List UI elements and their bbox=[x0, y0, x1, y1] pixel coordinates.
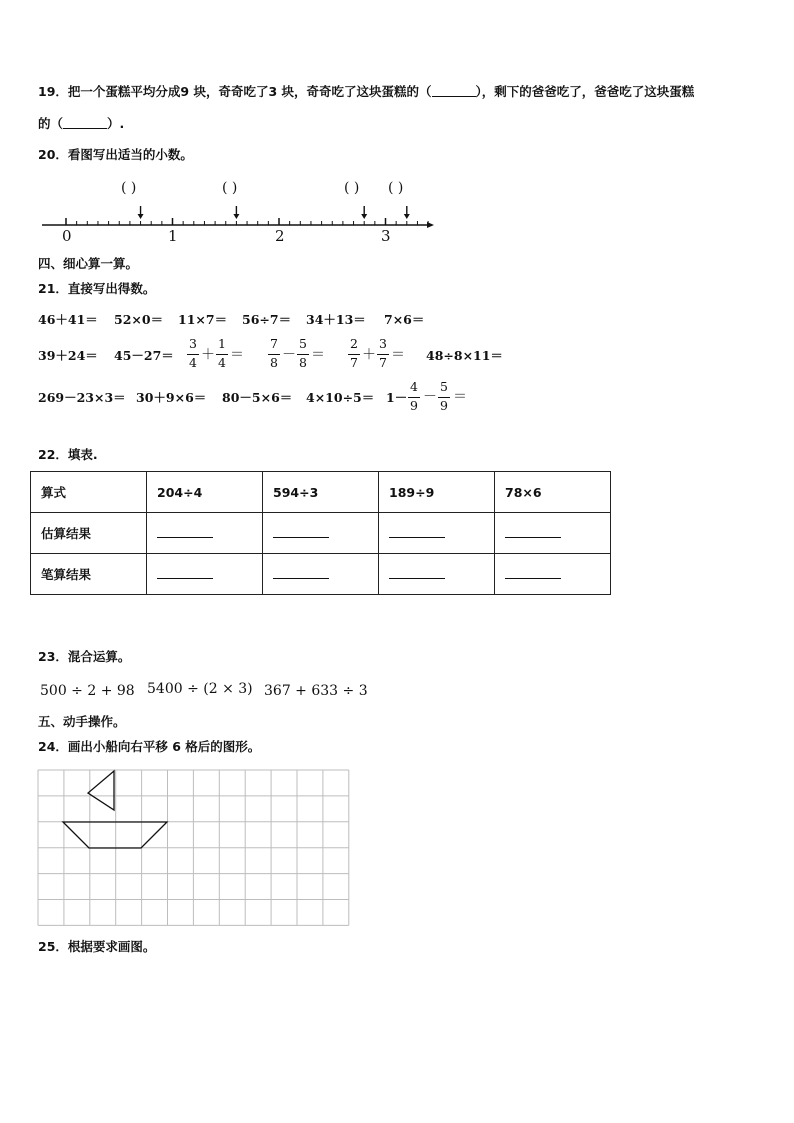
op-plus-2: ＋ bbox=[362, 347, 376, 363]
tick-label-1: 1 bbox=[168, 227, 178, 245]
q21-r1-4: 56÷7＝ bbox=[242, 312, 292, 327]
q23-prompt: 23．混合运算。 bbox=[38, 649, 131, 664]
fraction-7-8: 7 8 bbox=[268, 338, 280, 370]
q23-expr-3: 367 + 633 ÷ 3 bbox=[264, 683, 368, 699]
q21-r3-1: 269－23×3＝ bbox=[38, 390, 126, 405]
q20-bracket-1[interactable]: ( ) bbox=[121, 180, 137, 196]
answer-cell[interactable] bbox=[495, 554, 611, 595]
table-row bbox=[31, 554, 611, 595]
answer-cell[interactable] bbox=[379, 554, 495, 595]
tick-label-2: 2 bbox=[275, 227, 285, 245]
table-row bbox=[31, 472, 611, 513]
q21-r2-1: 39＋24＝ bbox=[38, 348, 98, 363]
op-eq-3: ＝ bbox=[391, 347, 405, 363]
q21-r1-1: 46＋41＝ bbox=[38, 312, 98, 327]
q20-prompt: 20．看图写出适当的小数。 bbox=[38, 147, 193, 162]
table-row bbox=[31, 513, 611, 554]
q21-prompt: 21．直接写出得数。 bbox=[38, 281, 156, 296]
op-eq-2: ＝ bbox=[311, 347, 325, 363]
fraction-4-9: 4 9 bbox=[408, 381, 420, 413]
fraction-3-7: 3 7 bbox=[377, 338, 389, 370]
q19-text-b: ），剩下的爸爸吃了，爸爸吃了这块蛋糕 bbox=[475, 84, 695, 99]
fraction-2-7: 2 7 bbox=[348, 338, 360, 370]
q22-prompt: 22．填表. bbox=[38, 447, 98, 462]
q19-answer-blank-1[interactable] bbox=[432, 86, 476, 97]
op-eq-1: ＝ bbox=[230, 347, 244, 363]
q21-r3-5: 1－ bbox=[386, 390, 408, 405]
q19-line2 bbox=[38, 118, 124, 131]
op-eq-4: ＝ bbox=[453, 389, 467, 405]
answer-cell[interactable] bbox=[147, 513, 263, 554]
fraction-1-4: 1 4 bbox=[216, 338, 228, 370]
number-line bbox=[0, 200, 794, 260]
answer-cell[interactable] bbox=[263, 513, 379, 554]
q24-prompt: 24．画出小船向右平移 6 格后的图形。 bbox=[38, 739, 261, 754]
boat-grid[interactable] bbox=[36, 768, 356, 928]
boat-sail bbox=[88, 771, 114, 810]
q19-text-d: ）. bbox=[107, 116, 125, 131]
number-line-arrowhead bbox=[427, 222, 434, 228]
q21-r1-6: 7×6＝ bbox=[384, 312, 425, 327]
answer-cell[interactable] bbox=[495, 513, 611, 554]
row-label-estimate: 估算结果 bbox=[31, 513, 147, 554]
tick-label-0: 0 bbox=[62, 227, 72, 245]
q19-answer-blank-2[interactable] bbox=[63, 118, 107, 129]
tick-label-3: 3 bbox=[381, 227, 391, 245]
q20-bracket-3[interactable]: ( ) bbox=[344, 180, 360, 196]
section-4-title: 四、细心算一算。 bbox=[38, 256, 139, 271]
q21-r1-3: 11×7＝ bbox=[178, 312, 228, 327]
down-arrow-icon bbox=[361, 206, 367, 219]
q19-text-a: 19．把一个蛋糕平均分成9 块，奇奇吃了3 块，奇奇吃了这块蛋糕的（ bbox=[38, 84, 432, 99]
q23-expr-1: 500 ÷ 2 + 98 bbox=[40, 683, 135, 699]
answer-cell[interactable] bbox=[263, 554, 379, 595]
q19-text-c: 的（ bbox=[38, 116, 64, 131]
q21-r3-4: 4×10÷5＝ bbox=[306, 390, 375, 405]
q20-bracket-4[interactable]: ( ) bbox=[388, 180, 404, 196]
q21-r3-3: 80－5×6＝ bbox=[222, 390, 293, 405]
down-arrow-icon bbox=[404, 206, 410, 219]
section-5-title: 五、动手操作。 bbox=[38, 714, 126, 729]
table-header-cell: 594÷3 bbox=[263, 472, 379, 513]
down-arrow-icon bbox=[233, 206, 239, 219]
q19-line1 bbox=[38, 86, 694, 99]
table-header-cell: 204÷4 bbox=[147, 472, 263, 513]
q20-bracket-2[interactable]: ( ) bbox=[222, 180, 238, 196]
q21-r3-2: 30＋9×6＝ bbox=[136, 390, 207, 405]
fraction-5-9: 5 9 bbox=[438, 381, 450, 413]
fraction-5-8: 5 8 bbox=[297, 338, 309, 370]
op-minus-1: － bbox=[282, 347, 296, 363]
fill-table bbox=[30, 471, 611, 595]
row-label-written: 笔算结果 bbox=[31, 554, 147, 595]
q21-r1-5: 34＋13＝ bbox=[306, 312, 366, 327]
number-line-arrows bbox=[138, 206, 410, 219]
q21-r1-2: 52×0＝ bbox=[114, 312, 164, 327]
q23-expr-2: 5400 ÷ (2 × 3) bbox=[147, 681, 253, 697]
q21-r2-2: 45－27＝ bbox=[114, 348, 174, 363]
answer-cell[interactable] bbox=[147, 554, 263, 595]
q25-prompt: 25．根据要求画图。 bbox=[38, 939, 156, 954]
q21-r2-6: 48÷8×11＝ bbox=[426, 348, 503, 363]
table-header-cell: 189÷9 bbox=[379, 472, 495, 513]
table-header-cell: 算式 bbox=[31, 472, 147, 513]
answer-cell[interactable] bbox=[379, 513, 495, 554]
number-line-ticks bbox=[66, 218, 428, 225]
fraction-3-4: 3 4 bbox=[187, 338, 199, 370]
op-plus-1: ＋ bbox=[201, 347, 215, 363]
down-arrow-icon bbox=[138, 206, 144, 219]
grid-lines bbox=[38, 770, 349, 925]
boat-hull bbox=[63, 822, 167, 848]
table-header-cell: 78×6 bbox=[495, 472, 611, 513]
op-minus-2: － bbox=[423, 389, 437, 405]
